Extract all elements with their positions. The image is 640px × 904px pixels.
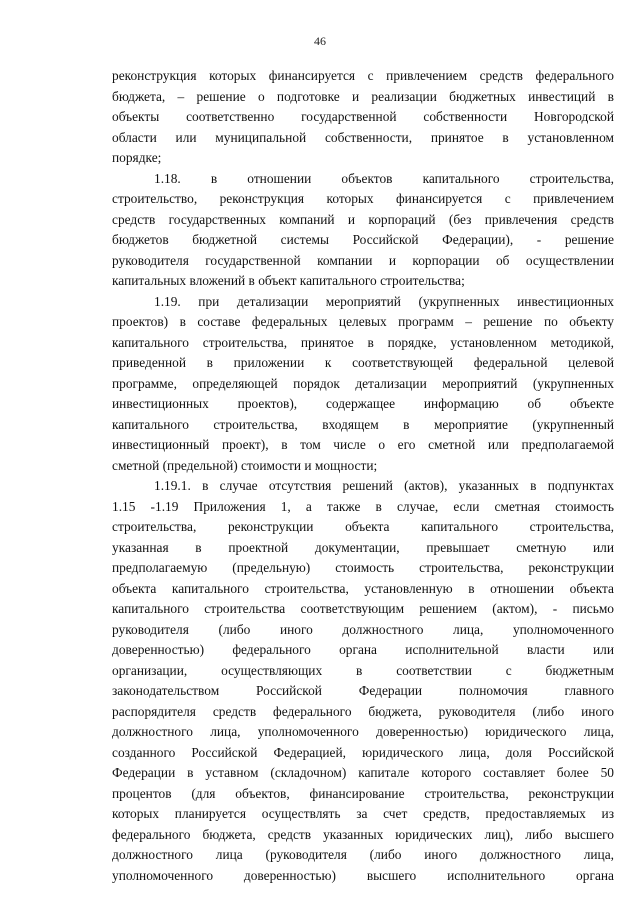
text-line: 1.18. в отношении объектов капитального строительства,	[154, 170, 614, 186]
text-line: капитального строительства, входящем в мероприятие (укрупненный	[112, 416, 614, 432]
text-line: предполагаемую (предельную) стоимость строительства, реконструкции	[112, 560, 614, 575]
text-line: федерального бюджета, средств указанных юридических лиц), либо высшего	[112, 826, 614, 842]
text-line: бюджета, – решение о подготовке и реализации бюджетных инвестиций в	[112, 88, 614, 104]
text-line: указанная в проектной документации, превышает сметную или	[112, 539, 614, 555]
text-line: бюджетов бюджетной системы Российской Федерации), - решение	[112, 232, 614, 247]
text-line: приведенной в приложении к соответствующей федеральной целевой	[112, 355, 614, 370]
text-line: объекта капитального строительства, установленную в отношении объекта	[112, 580, 614, 596]
text-line: сметной (предельной) стоимости и мощности;	[112, 457, 378, 473]
text-line: капитальных вложений в объект капитального строительства;	[112, 273, 465, 288]
text-line: строительство, реконструкция которых финансируется с привлечением	[112, 191, 614, 206]
text-line: руководителя (либо иного должностного лица, уполномоченного	[112, 621, 614, 637]
text-line: доверенностью) федерального органа исполнительной власти или	[112, 642, 614, 657]
text-line: должностного лица, уполномоченного доверенностью) юридического лица,	[112, 724, 614, 739]
text-line: должностного лица (руководителя (либо иного должностного лица,	[112, 847, 614, 862]
text-line: Федерации в уставном (складочном) капитале которого составляет более 50	[112, 765, 614, 780]
text-line: программе, определяющей порядок детализации мероприятий (укрупненных	[112, 375, 614, 391]
text-line: инвестиционный проект), в том числе о его сметной или предполагаемой	[112, 437, 614, 452]
text-line: средств государственных компаний и корпораций (без привлечения средств	[112, 211, 614, 227]
text-line: строительства, реконструкции объекта капитального строительства,	[112, 519, 614, 534]
text-line: которых планируется осуществлять за счет средств, предоставляемых из	[112, 806, 614, 821]
text-line: капитального строительства соответствующим решением (актом), - письмо	[112, 601, 614, 616]
text-line: порядке;	[112, 150, 162, 165]
text-line: проектов) в составе федеральных целевых программ – решение по объекту	[112, 314, 614, 329]
text-line: законодательством Российской Федерации полномочия главного	[112, 683, 614, 698]
text-line: процентов (для объектов, финансирование строительства, реконструкции	[112, 785, 614, 801]
text-line: объекты соответственно государственной собственности Новгородской	[112, 109, 614, 124]
text-line: 1.19.1. в случае отсутствия решений (актов), указанных в подпунктах	[154, 478, 614, 493]
text-line: инвестиционных проектов), содержащее информацию об объекте	[112, 396, 614, 411]
body-text	[112, 66, 614, 886]
text-line: организации, осуществляющих в соответствии с бюджетным	[112, 662, 614, 678]
text-line: уполномоченного доверенностью) высшего исполнительного органа	[112, 867, 614, 883]
text-line: созданного Российской Федерацией, юридического лица, доля Российской	[112, 744, 614, 760]
text-line: 1.15 -1.19 Приложения 1, а также в случае, если сметная стоимость	[112, 498, 614, 514]
text-line: капитального строительства, принятое в порядке, установленном методикой,	[112, 334, 614, 350]
text-line: 1.19. при детализации мероприятий (укрупненных инвестиционных	[154, 293, 614, 309]
text-line: области или муниципальной собственности, принятое в установленном	[112, 129, 614, 145]
text-line: руководителя государственной компании и корпорации об осуществлении	[112, 252, 614, 268]
text-line: распорядителя средств федерального бюджета, руководителя (либо иного	[112, 703, 614, 719]
text-line: реконструкция которых финансируется с привлечением средств федерального	[112, 68, 614, 83]
page-number: 46	[314, 34, 326, 48]
